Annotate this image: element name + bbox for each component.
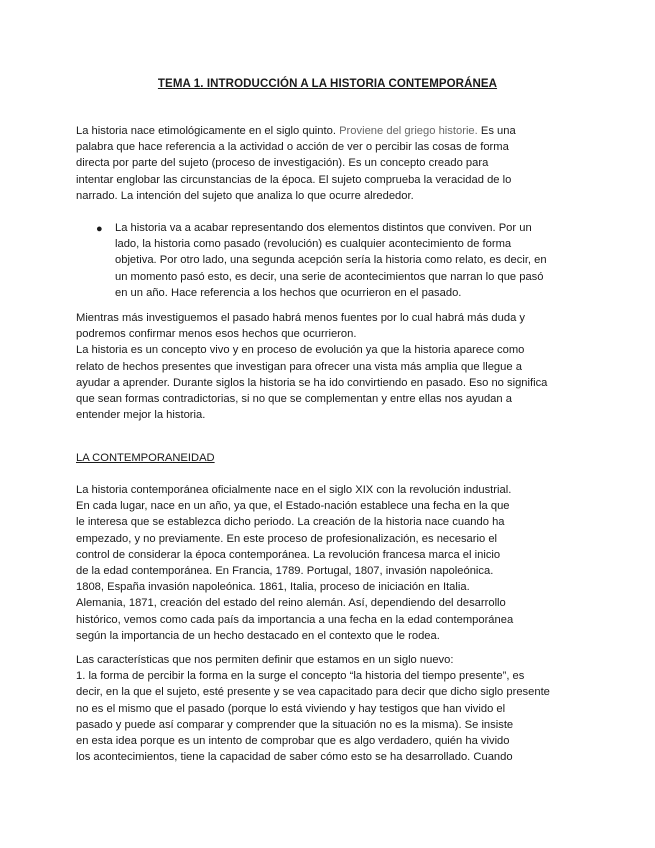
intro-paragraph — [76, 123, 576, 204]
paragraph-line: no es el mismo que el pasado (porque lo está viviendo y hay testigos que han vivido el — [76, 702, 506, 715]
paragraph-line: según la importancia de un hecho destacado en el contexto que le rodea. — [76, 629, 440, 642]
intro-text-a: La historia nace etimológicamente en el siglo quinto. — [76, 125, 340, 137]
paragraph-line: Mientras más investiguemos el pasado habrá menos fuentes por lo cual habrá más duda y — [76, 312, 525, 324]
intro-line — [76, 123, 576, 139]
paragraph-line: que sean formas contradictorias, si no que se complementan y entre ellas nos ayudan a — [76, 393, 512, 406]
bullet-item — [115, 220, 585, 301]
bullet-marker: ● — [96, 223, 103, 235]
paragraph-line: pasado y puede así comparar y comprender que la situación no es la misma). Se insiste — [76, 718, 514, 731]
paragraph-line: La historia es un concepto vivo y en proceso de evolución ya que la historia aparece como — [76, 344, 525, 357]
paragraph-line: 1808, España invasión napoleónica. 1861, Italia, proceso de iniciación en Italia. — [76, 581, 470, 594]
intro-origin-text: Proviene del griego historie. — [339, 125, 478, 137]
document-title: TEMA 1. INTRODUCCIÓN A LA HISTORIA CONTEMPORÁNEA — [157, 78, 498, 90]
paragraph-line: En cada lugar, nace en un año, ya que, el Estado-nación establece una fecha en la que — [76, 500, 510, 513]
paragraph-line: Alemania, 1871, creación del estado del reino alemán. Así, dependiendo del desarrollo — [76, 597, 506, 610]
paragraph-line: empezado, y no previamente. En este proceso de profesionalización, es necesario el — [76, 532, 498, 545]
intro-line: directa por parte del sujeto (proceso de investigación). Es un concepto creado para — [76, 157, 489, 170]
section-heading: LA CONTEMPORANEIDAD — [76, 452, 215, 464]
paragraph-line: histórico, vemos como cada país da importancia a una fecha en la edad contemporánea — [76, 613, 514, 626]
bullet-line: en un año. Hace referencia a los hechos que ocurrieron en el pasado. — [115, 286, 462, 299]
contemporaneity-paragraph — [76, 482, 576, 644]
bullet-line: lado, la historia como pasado (revolución) es cualquier acontecimiento de forma — [115, 238, 512, 251]
paragraph-line: ayudar a aprender. Durante siglos la historia se ha ido convirtiendo en pasado. Eso no significa — [76, 376, 548, 389]
bullet-line: un momento pasó esto, es decir, una serie de acontecimientos que narran lo que pasó — [115, 270, 544, 283]
intro-line: palabra que hace referencia a la actividad o acción de ver o percibir las cosas de forma — [76, 141, 509, 154]
paragraph-line: en esta idea porque es un intento de comprobar que es algo verdadero, quién ha vivido — [76, 735, 510, 748]
paragraph-line: entender mejor la historia. — [76, 409, 206, 422]
bullet-line: objetiva. Por otro lado, una segunda acepción sería la historia como relato, es decir, en — [115, 254, 547, 267]
history-paragraph — [76, 310, 576, 423]
intro-text-c: Es una — [477, 125, 516, 137]
paragraph-line: Las características que nos permiten definir que estamos en un siglo nuevo: — [76, 654, 454, 666]
paragraph-line: control de considerar la época contemporánea. La revolución francesa marca el inicio — [76, 548, 501, 561]
bullet-line: La historia va a acabar representando dos elementos distintos que conviven. Por un — [115, 222, 532, 234]
paragraph-line: La historia contemporánea oficialmente nace en el siglo XIX con la revolución industrial. — [76, 484, 512, 496]
intro-line: narrado. La intención del sujeto que analiza lo que ocurre alrededor. — [76, 189, 414, 202]
paragraph-line: podremos confirmar menos esos hechos que ocurrieron. — [76, 328, 357, 341]
paragraph-line: de la edad contemporánea. En Francia, 1789. Portugal, 1807, invasión napoleónica. — [76, 565, 494, 578]
paragraph-line: 1. la forma de percibir la forma en la surge el concepto “la historia del tiempo presente”, es — [76, 670, 525, 683]
intro-line: intentar englobar las circunstancias de la época. El sujeto comprueba la veracidad de lo — [76, 173, 512, 186]
paragraph-line: le interesa que se establezca dicho periodo. La creación de la historia nace cuando ha — [76, 516, 505, 529]
characteristics-paragraph — [76, 652, 576, 765]
paragraph-line: relato de hechos presentes que investigan para ofrecer una vista más amplia que llegue a — [76, 360, 522, 373]
paragraph-line: decir, en la que el sujeto, esté presente y se vea capacitado para decir que dicho siglo presente — [76, 686, 550, 699]
paragraph-line: los acontecimientos, tiene la capacidad de saber cómo esto se ha desarrollado. Cuando — [76, 751, 513, 764]
